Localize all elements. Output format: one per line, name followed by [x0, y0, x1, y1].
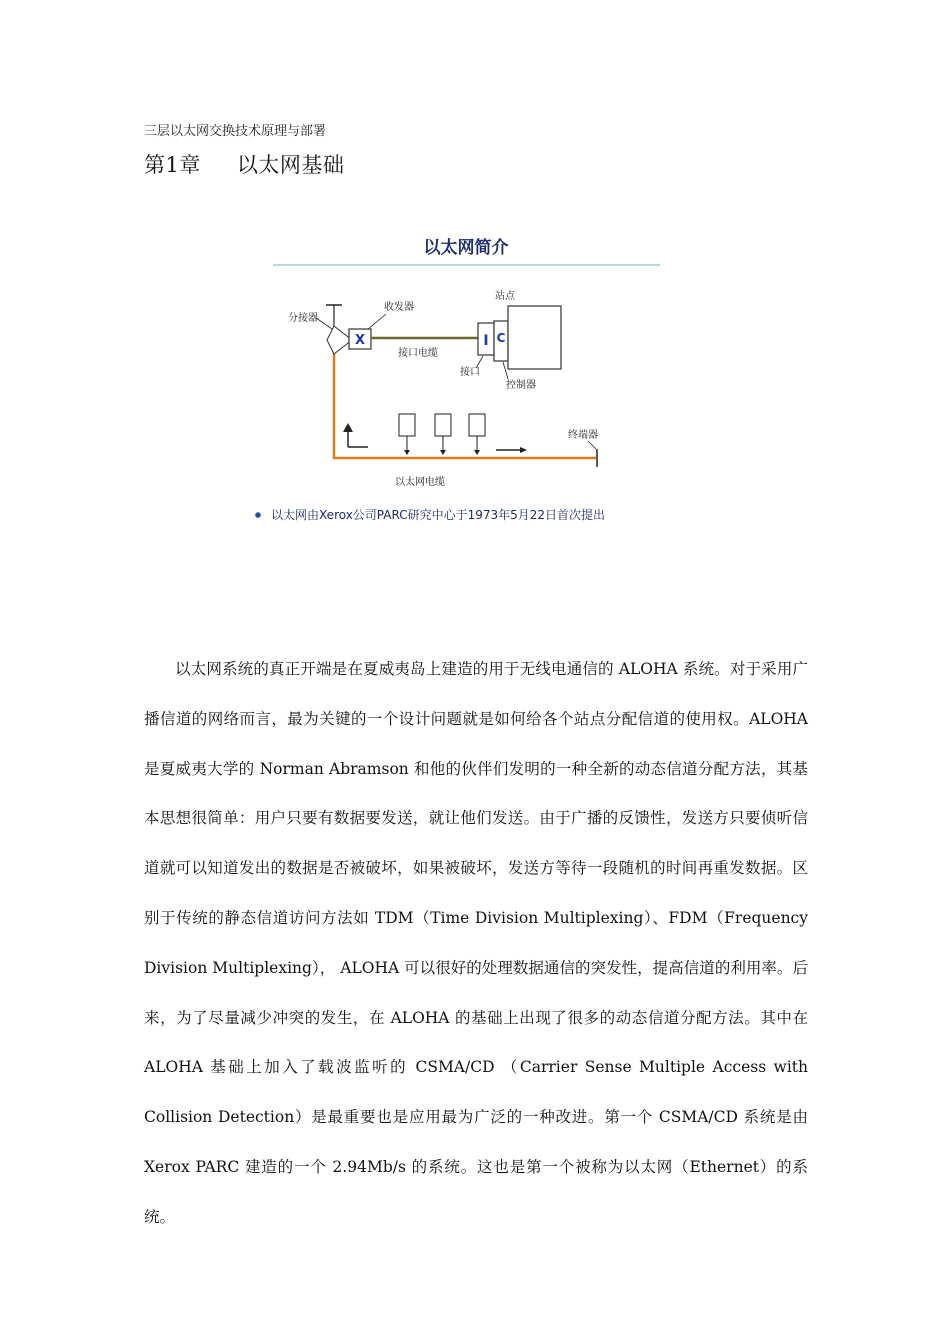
chapter-name: 以太网基础	[236, 153, 345, 177]
right-arrow-head	[520, 447, 527, 453]
controller-pointer	[503, 362, 508, 379]
node-2	[435, 414, 451, 455]
transceiver-glyph: X	[354, 333, 366, 348]
chapter-title	[144, 149, 344, 179]
figure-title: 以太网简介	[423, 238, 509, 258]
doc-subtitle: 三层以太网交换技术原理与部署	[144, 124, 327, 139]
ethernet-figure	[240, 225, 690, 540]
body-paragraph: 以太网系统的真正开端是在夏威夷岛上建造的用于无线电通信的 ALOHA 系统。对于采用广播信道的网络而言，最为关键的一个设计问题就是如何给各个站点分配信道的使用权。ALOHA 是夏威夷大学的 Norman Abramson 和他的伙伴们发明的一种全新的动态信道分配方法，其基本思想很简单：用户只要有数据要发送，就让他们发送。由于广播的反馈性，发送方只要侦听信道就可以知道发出的数据是否被破坏，如果被破坏，发送方等待一段随机的时间再重发数据。区别于传统的静态信道访问方法如 TDM（Time Division Multiplexing）、FDM（Frequency Division Multiplexing）， ALOHA 可以很好的处理数据通信的突发性，提高信道的利用率。后来，为了尽量减少冲突的发生，在 ALOHA 的基础上出现了很多的动态信道分配方法。其中在 ALOHA 基础上加入了载波监听的 CSMA/CD （Carrier Sense Multiple Access with Collision Detection）是最重要也是应用最为广泛的一种改进。第一个 CSMA/CD 系统是由 Xerox PARC 建造的一个 2.94Mb/s 的系统。这也是第一个被称为以太网（Ethernet）的系统。	[144, 660, 808, 1226]
transceiver-pointer	[368, 314, 386, 329]
interface-glyph: I	[483, 333, 489, 349]
splitter-shape	[327, 326, 352, 354]
up-arrow-head	[343, 423, 353, 432]
label-interface: 接口	[460, 367, 480, 378]
node-1	[399, 414, 415, 455]
label-ethernet-cable: 以太网电缆	[395, 477, 445, 488]
label-interface-cable: 接口电缆	[398, 348, 438, 359]
terminator-pointer	[588, 441, 596, 449]
caption-bullet	[255, 512, 261, 518]
ethernet-diagram	[240, 225, 690, 540]
figure-caption: 以太网由Xerox公司PARC研究中心于1973年5月22日首次提出	[271, 508, 606, 522]
label-transceiver: 收发器	[384, 302, 414, 313]
label-splitter: 分接器	[288, 313, 318, 324]
label-controller: 控制器	[506, 380, 536, 391]
label-station: 站点	[495, 291, 515, 302]
label-terminator: 终端器	[568, 430, 598, 441]
controller-glyph: C	[496, 331, 506, 345]
station-box	[508, 306, 561, 369]
node-3	[469, 414, 485, 455]
chapter-number: 第1章	[144, 153, 201, 177]
